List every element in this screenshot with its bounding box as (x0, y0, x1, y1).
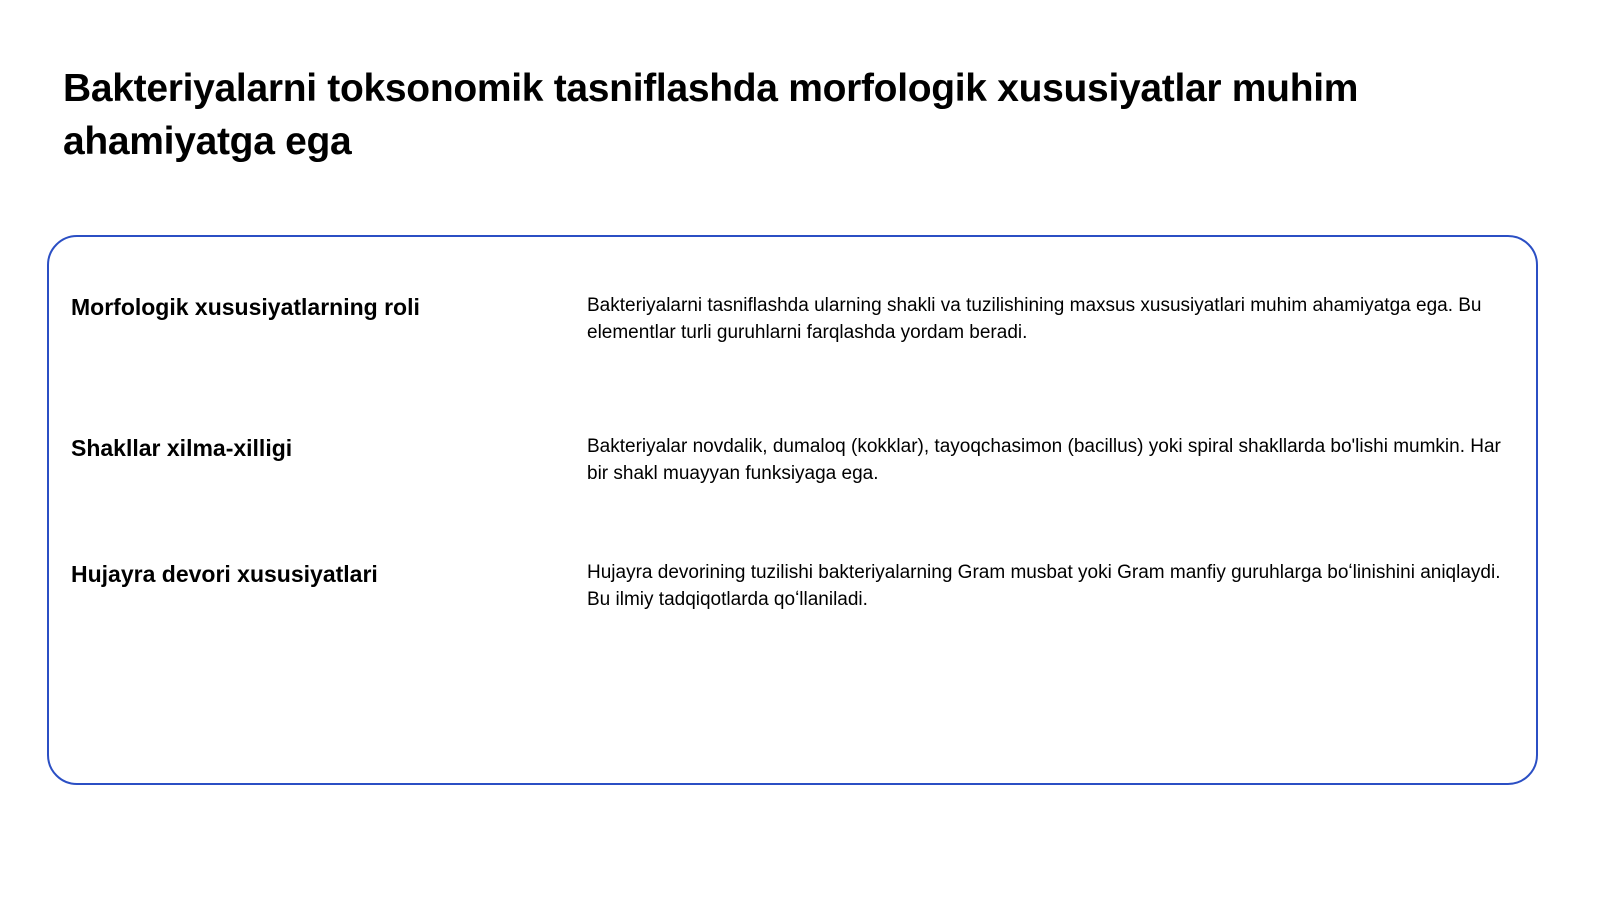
content-box (47, 235, 1538, 785)
slide-title: Bakteriyalarni toksonomik tasniflashda morfologik xususiyatlar muhim ahamiyatga ega (63, 67, 1359, 163)
row-description: Bakteriyalarni tasniflashda ularning shakli va tuzilishining maxsus xususiyatlari muhim ahamiyatga ega. Bu elementlar turli guruhlarni farqlashda yordam beradi. (587, 295, 1482, 343)
row-heading: Hujayra devori xususiyatlari (71, 561, 378, 587)
row-heading: Shakllar xilma-xilligi (71, 435, 293, 461)
row-description: Hujayra devorining tuzilishi bakteriyalarning Gram musbat yoki Gram manfiy guruhlarga boʻlinishini aniqlaydi. Bu ilmiy tadqiqotlarda qoʻllaniladi. (587, 562, 1501, 610)
row-description: Bakteriyalar novdalik, dumaloq (kokklar), tayoqchasimon (bacillus) yoki spiral shakllarda bo'lishi mumkin. Har bir shakl muayyan funksiyaga ega. (587, 436, 1501, 484)
row-heading: Morfologik xususiyatlarning roli (71, 294, 420, 320)
